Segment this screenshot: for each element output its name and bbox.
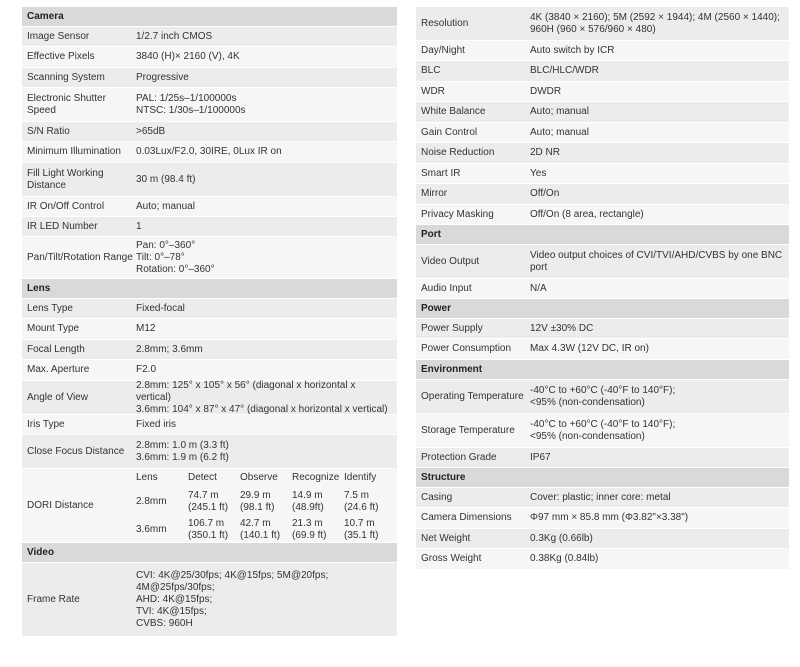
spec-label: Focal Length [27, 343, 85, 355]
dori-table [136, 468, 397, 544]
dori-cell-imperial: (35.1 ft) [344, 529, 379, 541]
spec-label: Effective Pixels [27, 51, 95, 62]
spec-value: Off/On (8 area, rectangle) [530, 208, 644, 220]
spec-column-right [416, 7, 789, 570]
spec-label: Pan/Tilt/Rotation Range [27, 251, 133, 263]
spec-value: Cover: plastic; inner core: metal [530, 491, 671, 503]
spec-row-min-illumination [22, 142, 397, 163]
section-header-video: Video [22, 543, 397, 563]
spec-label: Noise Reduction [421, 147, 495, 158]
spec-row-net-weight [416, 529, 789, 549]
spec-row-shutter-speed [22, 88, 397, 122]
spec-label: Iris Type [27, 418, 65, 430]
spec-value-line: -40°C to +60°C (-40°F to 140°F); [530, 384, 676, 396]
dori-cell [188, 518, 240, 542]
dori-cell [240, 518, 292, 542]
spec-value: 0.38Kg (0.84lb) [530, 553, 599, 564]
spec-value-line: CVBS: 960H [136, 617, 193, 629]
spec-value: 1 [136, 220, 142, 232]
dori-header: Identify [344, 471, 377, 483]
dori-header: Lens [136, 471, 158, 483]
dori-cell-metric: 7.5 m [344, 489, 370, 501]
spec-value-line: TVI: 4K@15fps; [136, 605, 207, 617]
spec-label: Camera Dimensions [421, 512, 512, 523]
spec-value-line: AHD: 4K@15fps; [136, 593, 213, 605]
spec-label: BLC [421, 65, 441, 76]
spec-value: 3840 (H)× 2160 (V), 4K [136, 51, 240, 62]
dori-cell [240, 490, 292, 514]
dori-lens-cell: 3.6mm [136, 523, 167, 535]
spec-value [136, 240, 397, 276]
spec-label: Net Weight [421, 532, 471, 544]
dori-cell-metric: 42.7 m [240, 517, 271, 529]
spec-row-casing [416, 488, 789, 508]
spec-row-pan-tilt [22, 237, 397, 279]
spec-label: Smart IR [421, 167, 461, 179]
spec-value: BLC/HLC/WDR [530, 65, 599, 76]
spec-value: 1/2.7 inch CMOS [136, 30, 213, 42]
dori-lens-cell: 2.8mm [136, 495, 167, 507]
spec-value: Off/On [530, 188, 560, 199]
spec-label: Privacy Masking [421, 208, 494, 220]
spec-row-mirror [416, 184, 789, 205]
spec-label: Close Focus Distance [27, 445, 125, 457]
spec-row-protection-grade [416, 448, 789, 468]
spec-value-line: -40°C to +60°C (-40°F to 140°F); [530, 418, 676, 430]
spec-row-power-supply [416, 319, 789, 339]
spec-value: Progressive [136, 71, 189, 83]
spec-row-image-sensor [22, 27, 397, 47]
spec-value-line: 2.8mm: 125° x 105° x 56° (diagonal x horizontal x vertical) [136, 379, 356, 403]
section-header-power: Power [416, 299, 789, 319]
spec-label: Operating Temperature [421, 390, 524, 402]
spec-label: Scanning System [27, 71, 105, 83]
spec-value-line: <95% (non-condensation) [530, 430, 645, 442]
spec-row-close-focus [22, 435, 397, 469]
spec-label: Minimum Illumination [27, 146, 121, 157]
spec-value-line: Tilt: 0°–78° [136, 251, 185, 263]
spec-row-video-output [416, 245, 789, 279]
spec-label: DORI Distance [27, 499, 94, 511]
dori-cell-imperial: (140.1 ft) [240, 529, 281, 541]
spec-column-left [22, 7, 397, 637]
spec-label: IR LED Number [27, 220, 98, 232]
dori-header: Recognize [292, 471, 340, 483]
spec-label: Power Consumption [421, 343, 512, 354]
spec-label: Fill Light Working Distance [27, 167, 104, 191]
spec-row-gain-control [416, 123, 789, 143]
spec-label: Image Sensor [27, 30, 90, 42]
spec-row-mount-type [22, 319, 397, 340]
dori-header: Observe [240, 471, 278, 483]
spec-label: IR On/Off Control [27, 200, 105, 212]
spec-value-line: 3.6mm: 104° x 87° x 47° (diagonal x horizontal x vertical) [136, 403, 388, 415]
spec-value: Φ97 mm × 85.8 mm (Φ3.82"×3.38") [530, 512, 689, 523]
spec-label: Mirror [421, 188, 448, 199]
spec-label: Lens Type [27, 302, 73, 314]
spec-label: Protection Grade [421, 451, 497, 463]
dori-cell-metric: 10.7 m [344, 517, 375, 529]
spec-label: Mount Type [27, 323, 80, 334]
dori-cell-metric: 106.7 m [188, 517, 225, 529]
spec-row-operating-temp [416, 380, 789, 414]
spec-row-iris-type [22, 415, 397, 435]
spec-row-wdr [416, 82, 789, 102]
spec-row-noise-reduction [416, 143, 789, 164]
spec-value: Max 4.3W (12V DC, IR on) [530, 343, 649, 354]
spec-value-line: Video output choices of CVI/TVI/AHD/CVBS by one BNC [530, 249, 783, 261]
dori-cell-imperial: (69.9 ft) [292, 529, 327, 541]
spec-row-frame-rate [22, 563, 397, 637]
spec-value-line: 4K (3840 × 2160); 5M (2592 × 1944); 4M (2560 × 1440); [530, 11, 780, 23]
spec-value: IP67 [530, 451, 551, 463]
spec-value: Yes [530, 167, 547, 179]
spec-value-line: 4M@25fps/30fps; [136, 581, 215, 593]
dori-cell-imperial: (98.1 ft) [240, 501, 275, 513]
spec-label: Day/Night [421, 44, 465, 56]
spec-row-ir-control [22, 197, 397, 217]
section-header-camera: Camera [22, 7, 397, 27]
spec-row-resolution [416, 7, 789, 41]
dori-cell [344, 518, 389, 542]
spec-value-line: Rotation: 0°–360° [136, 263, 215, 275]
spec-value-line: 3.6mm: 1.9 m (6.2 ft) [136, 451, 229, 463]
spec-value-line: Pan: 0°–360° [136, 239, 196, 251]
spec-value: F2.0 [136, 364, 157, 375]
spec-value: Fixed iris [136, 418, 177, 430]
spec-value-line: 960H (960 × 576/960 × 480) [530, 23, 656, 35]
spec-value: >65dB [136, 125, 166, 137]
dori-header: Detect [188, 471, 217, 483]
spec-value: Fixed-focal [136, 302, 185, 314]
dori-cell-metric: 14.9 m [292, 489, 323, 501]
spec-label: Video Output [421, 255, 480, 267]
spec-row-blc [416, 61, 789, 82]
spec-value-line: NTSC: 1/30s–1/100000s [136, 104, 246, 116]
spec-label: Frame Rate [27, 593, 80, 605]
dori-cell [344, 490, 389, 514]
spec-row-day-night [416, 41, 789, 61]
spec-value [530, 419, 789, 443]
spec-value: Auto; manual [530, 126, 589, 138]
spec-label: White Balance [421, 106, 486, 117]
section-header-environment: Environment [416, 360, 789, 380]
spec-value: 12V ±30% DC [530, 322, 594, 334]
spec-row-sn-ratio [22, 122, 397, 142]
section-header-lens: Lens [22, 279, 397, 299]
spec-row-white-balance [416, 102, 789, 123]
spec-row-camera-dimensions [416, 508, 789, 529]
spec-label: Gain Control [421, 126, 478, 138]
spec-value-line: <95% (non-condensation) [530, 396, 645, 408]
spec-label: Gross Weight [421, 553, 482, 564]
dori-cell-imperial: (24.6 ft) [344, 501, 379, 513]
spec-row-audio-input [416, 279, 789, 299]
spec-value [530, 12, 789, 36]
section-header-port: Port [416, 225, 789, 245]
spec-label: Storage Temperature [421, 424, 515, 436]
spec-value-line: CVI: 4K@25/30fps; 4K@15fps; 5M@20fps; [136, 569, 329, 581]
spec-value-line: 2.8mm: 1.0 m (3.3 ft) [136, 439, 229, 451]
spec-label: Resolution [421, 17, 469, 29]
spec-row-power-consumption [416, 339, 789, 360]
spec-value: Auto switch by ICR [530, 44, 615, 56]
dori-cell-imperial: (48.9ft) [292, 501, 324, 513]
spec-value [136, 380, 397, 416]
spec-value: M12 [136, 323, 156, 334]
spec-row-ir-led-number [22, 217, 397, 237]
spec-value: DWDR [530, 85, 562, 97]
spec-label: Electronic Shutter Speed [27, 92, 106, 116]
spec-value: 2.8mm; 3.6mm [136, 343, 203, 355]
spec-value-line: port [530, 261, 548, 273]
spec-value: Auto; manual [136, 200, 195, 212]
spec-row-fill-light [22, 163, 397, 197]
spec-value [136, 440, 397, 464]
spec-row-angle-of-view [22, 381, 397, 415]
spec-row-lens-type [22, 299, 397, 319]
dori-cell-metric: 29.9 m [240, 489, 271, 501]
spec-row-dori-distance [22, 469, 397, 543]
dori-cell-metric: 74.7 m [188, 489, 219, 501]
spec-row-scanning-system [22, 68, 397, 88]
spec-row-privacy-masking [416, 205, 789, 225]
dori-cell [292, 490, 344, 514]
spec-value: 30 m (98.4 ft) [136, 173, 196, 185]
spec-value [136, 570, 397, 630]
dori-cell-imperial: (350.1 ft) [188, 529, 229, 541]
dori-cell-imperial: (245.1 ft) [188, 501, 229, 513]
spec-value [530, 385, 789, 409]
spec-label: Power Supply [421, 322, 483, 334]
spec-value: 0.03Lux/F2.0, 30IRE, 0Lux IR on [136, 146, 282, 157]
spec-label: Angle of View [27, 391, 88, 403]
spec-label: S/N Ratio [27, 125, 70, 137]
spec-label: Casing [421, 491, 453, 503]
spec-row-gross-weight [416, 549, 789, 570]
spec-value: Auto; manual [530, 106, 589, 117]
dori-cell-metric: 21.3 m [292, 517, 323, 529]
spec-row-storage-temp [416, 414, 789, 448]
section-header-structure: Structure [416, 468, 789, 488]
spec-value [136, 93, 397, 117]
spec-row-effective-pixels [22, 47, 397, 68]
spec-label: Audio Input [421, 282, 472, 294]
spec-value: N/A [530, 282, 547, 294]
spec-value: 0.3Kg (0.66lb) [530, 532, 593, 544]
spec-label: Max. Aperture [27, 364, 90, 375]
dori-cell [188, 490, 240, 514]
dori-cell [292, 518, 344, 542]
spec-row-max-aperture [22, 360, 397, 381]
spec-value-line: PAL: 1/25s–1/100000s [136, 92, 237, 104]
spec-value [530, 250, 789, 274]
spec-row-focal-length [22, 340, 397, 360]
spec-row-smart-ir [416, 164, 789, 184]
spec-value: 2D NR [530, 147, 561, 158]
spec-label: WDR [421, 85, 445, 97]
